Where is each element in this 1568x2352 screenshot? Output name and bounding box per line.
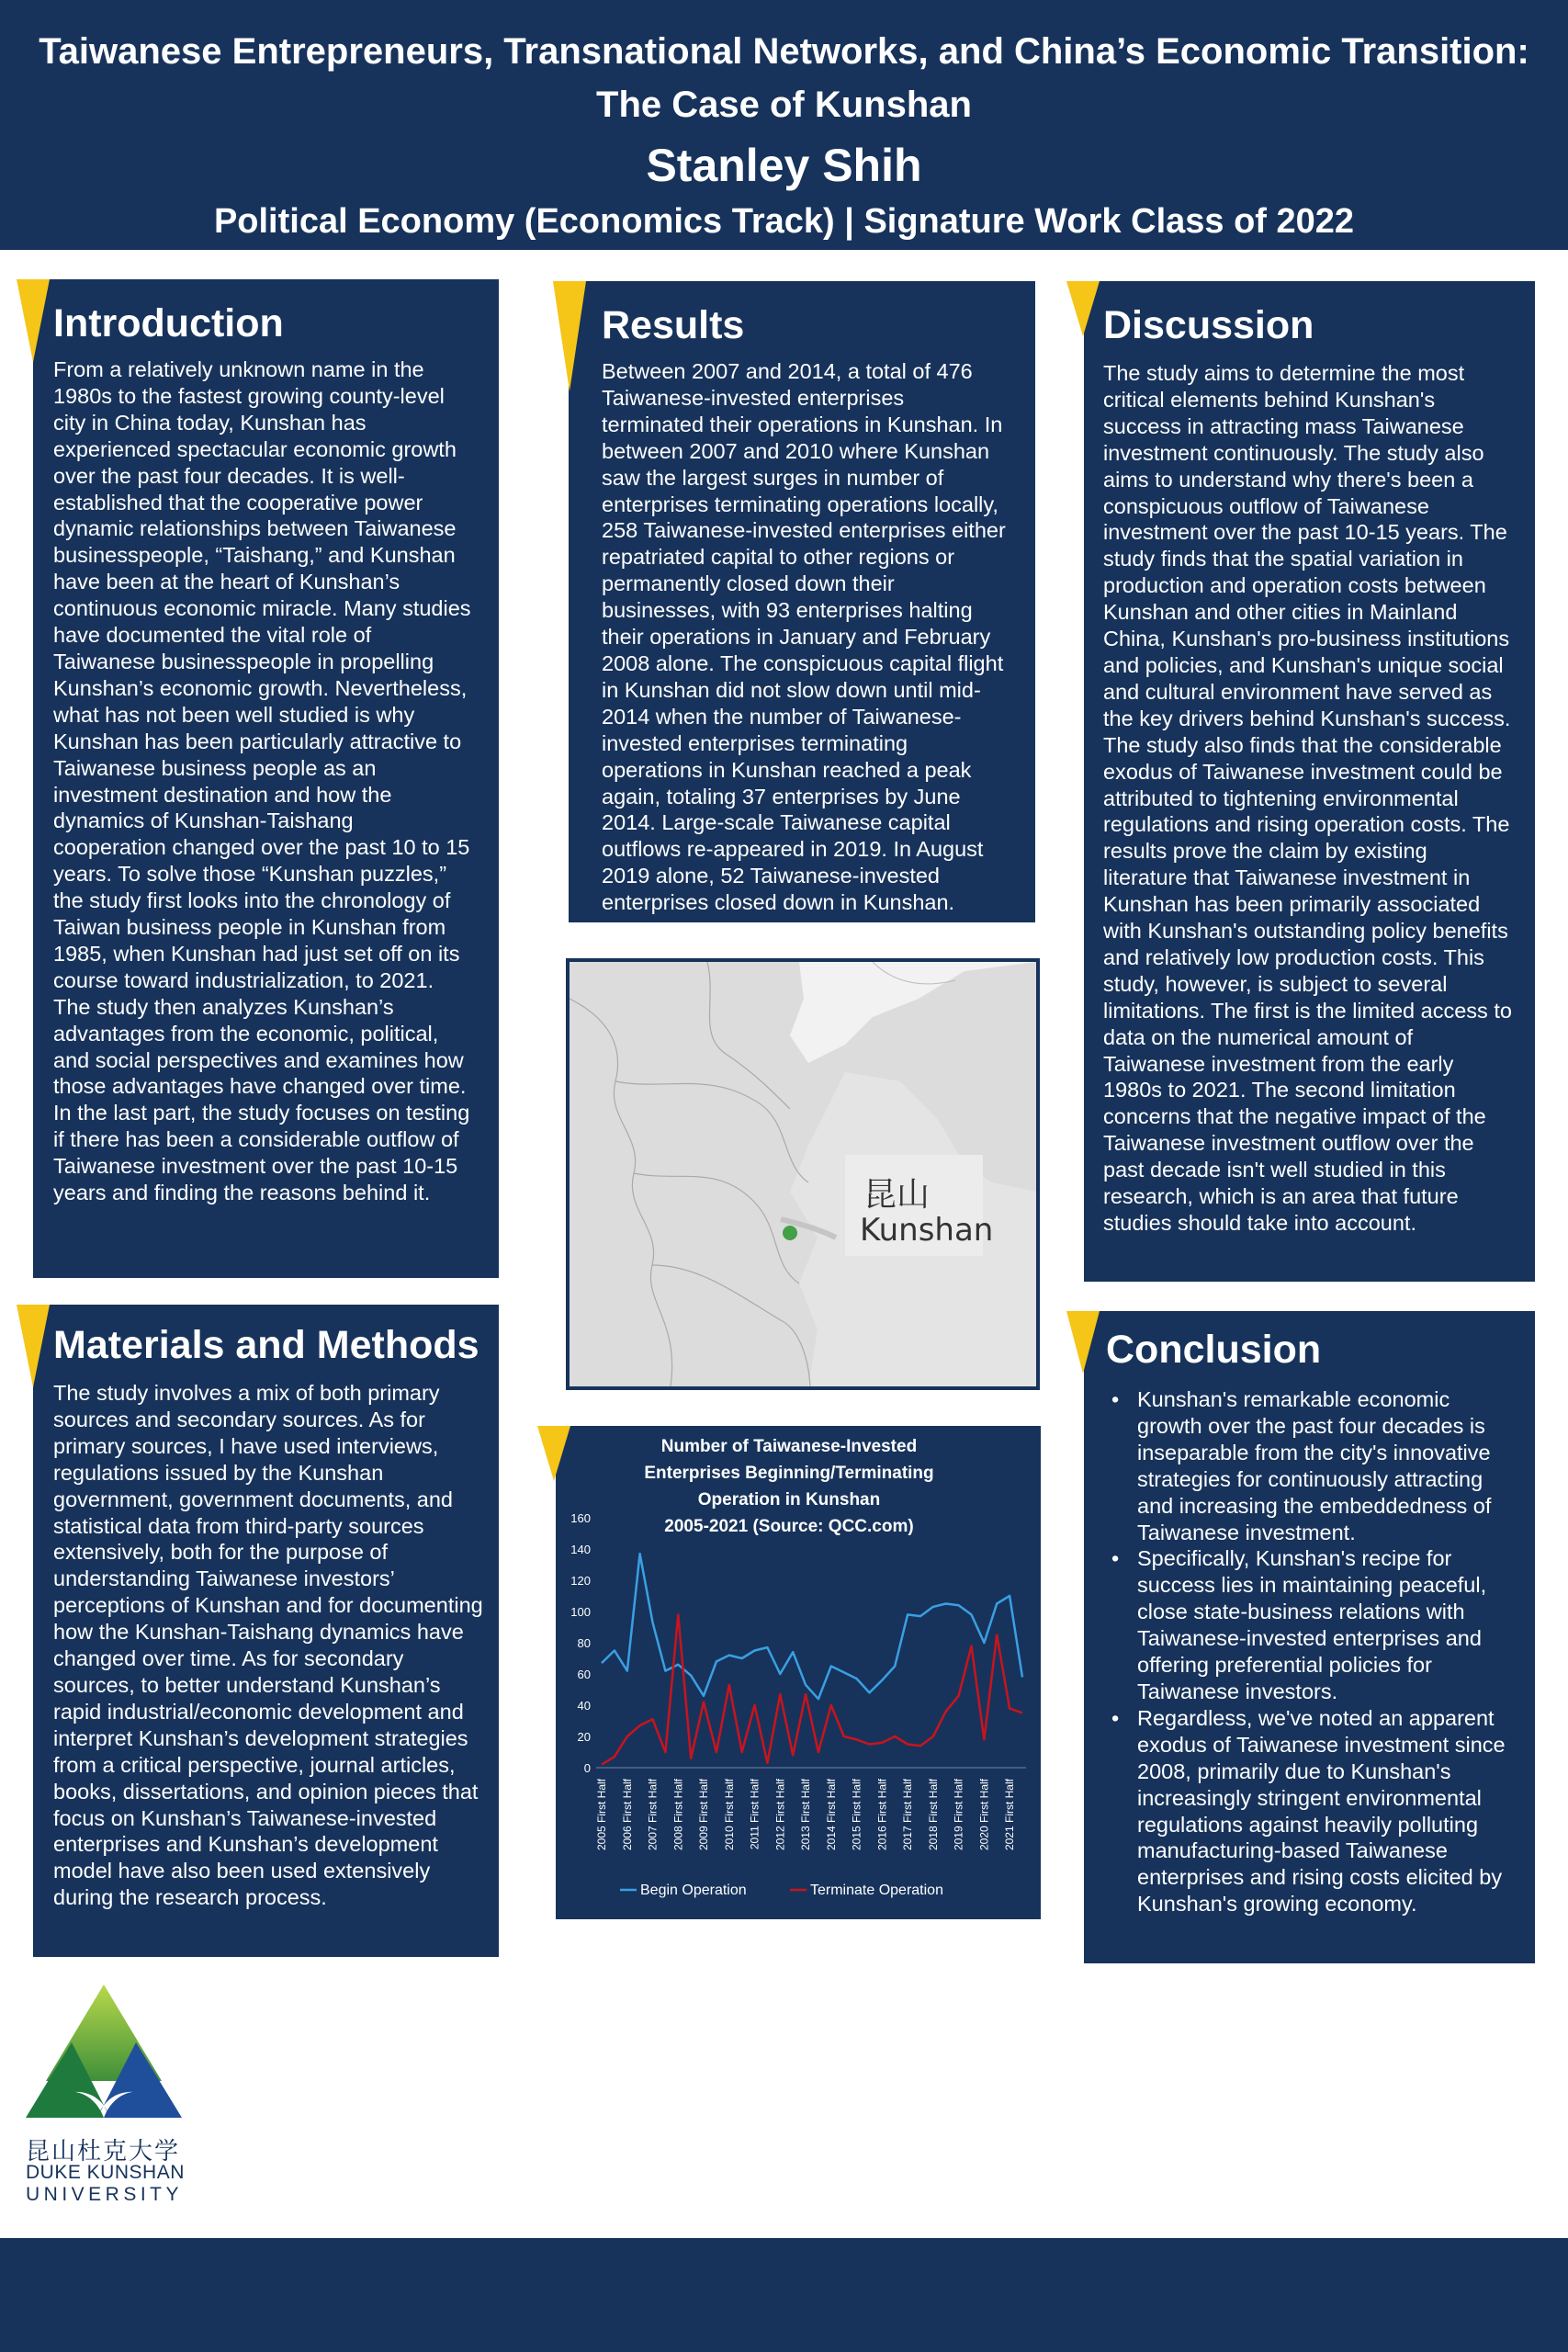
methods-line: enterprises and Kunshan’s development bbox=[53, 1832, 438, 1857]
results-line: saw the largest surges in number of bbox=[602, 465, 944, 490]
methods-text bbox=[53, 1380, 499, 1911]
results-line: Taiwanese-invested enterprises bbox=[602, 385, 905, 410]
methods-line: perceptions of Kunshan and for documenting bbox=[53, 1593, 483, 1618]
conclusion-bullet-line: Taiwanese investment. bbox=[1137, 1520, 1356, 1544]
results-line: invested enterprises terminating bbox=[602, 730, 908, 755]
results-line: 2014. Large-scale Taiwanese capital bbox=[602, 810, 951, 835]
introduction-line: city in China today, Kunshan has bbox=[53, 410, 367, 435]
conclusion-bullet-line: Regardless, we've noted an apparent bbox=[1137, 1705, 1495, 1730]
x-tick-label: 2010 First Half bbox=[722, 1779, 736, 1851]
methods-line: how the Kunshan-Taishang dynamics have bbox=[53, 1620, 464, 1645]
conclusion-bullet-line: strategies for continuously attracting bbox=[1137, 1466, 1483, 1491]
discussion-line: study, however, is subject to several bbox=[1103, 971, 1448, 996]
bullet-icon: • bbox=[1111, 1546, 1120, 1571]
x-tick-label: 2018 First Half bbox=[926, 1779, 940, 1851]
introduction-line: The study then analyzes Kunshan’s bbox=[53, 994, 394, 1019]
methods-line: regulations issued by the Kunshan bbox=[53, 1460, 384, 1485]
methods-heading: Materials and Methods bbox=[53, 1323, 479, 1367]
conclusion-bullet-line: regulations against heavily polluting bbox=[1137, 1812, 1479, 1837]
introduction-line: years and finding the reasons behind it. bbox=[53, 1181, 431, 1205]
conclusion-bullet-item bbox=[1106, 1545, 1535, 1704]
introduction-line: businesspeople, “Taishang,” and Kunshan bbox=[53, 543, 456, 568]
introduction-line: if there has been a considerable outflow of bbox=[53, 1127, 459, 1152]
conclusion-bullet-line: Kunshan's remarkable economic bbox=[1137, 1387, 1450, 1411]
discussion-line: studies should take into account. bbox=[1103, 1211, 1416, 1235]
x-tick-label: 2020 First Half bbox=[977, 1779, 991, 1851]
methods-line: model have also been used extensively bbox=[53, 1859, 431, 1883]
discussion-line: study finds that the spatial variation in bbox=[1103, 547, 1463, 571]
y-tick-label: 60 bbox=[577, 1668, 591, 1681]
results-line: terminated their operations in Kunshan. In bbox=[602, 412, 1003, 436]
introduction-accent bbox=[17, 279, 50, 362]
conclusion-bullet-line: Specifically, Kunshan's recipe for bbox=[1137, 1546, 1452, 1571]
conclusion-heading: Conclusion bbox=[1106, 1328, 1322, 1372]
methods-line: focus on Kunshan’s Taiwanese-invested bbox=[53, 1805, 437, 1830]
discussion-line: with Kunshan's outstanding policy benefits bbox=[1103, 919, 1508, 944]
discussion-line: past decade isn't well studied in this bbox=[1103, 1158, 1446, 1182]
introduction-line: those advantages have changed over time. bbox=[53, 1074, 467, 1099]
methods-line: sources, to better understand Kunshan’s bbox=[53, 1672, 441, 1697]
chart-panel bbox=[556, 1426, 1041, 1919]
discussion-line: investment continuously. The study also bbox=[1103, 440, 1484, 465]
results-heading: Results bbox=[602, 303, 745, 347]
poster-title-line1: Taiwanese Entrepreneurs, Transnational Networks, and China’s Economic Transition: bbox=[39, 31, 1529, 72]
introduction-line: over the past four decades. It is well- bbox=[53, 463, 405, 488]
results-line: enterprises closed down in Kunshan. bbox=[602, 890, 955, 915]
conclusion-accent bbox=[1066, 1311, 1100, 1374]
introduction-line: From a relatively unknown name in the bbox=[53, 357, 424, 381]
discussion-line: conspicuous outflow of Taiwanese bbox=[1103, 493, 1429, 518]
methods-line: interpret Kunshan’s development strategies bbox=[53, 1725, 468, 1750]
conclusion-bullet-line: increasingly stringent environmental bbox=[1137, 1785, 1482, 1810]
introduction-line: have documented the vital role of bbox=[53, 623, 372, 648]
x-tick-label: 2007 First Half bbox=[646, 1779, 660, 1851]
introduction-text bbox=[53, 356, 499, 1206]
discussion-line: Taiwanese investment outflow over the bbox=[1103, 1131, 1474, 1156]
results-panel bbox=[569, 281, 1035, 922]
introduction-line: the study first looks into the chronology of bbox=[53, 888, 451, 913]
x-tick-label: 2019 First Half bbox=[952, 1779, 965, 1851]
discussion-line: The study aims to determine the most bbox=[1103, 361, 1465, 385]
methods-line: government, government documents, and bbox=[53, 1487, 454, 1511]
poster-title-line2: The Case of Kunshan bbox=[596, 85, 972, 125]
discussion-accent bbox=[1066, 281, 1100, 336]
x-tick-label: 2008 First Half bbox=[671, 1779, 685, 1851]
discussion-line: and relatively low production costs. This bbox=[1103, 944, 1484, 969]
introduction-line: cooperation changed over the past 10 to 15 bbox=[53, 835, 470, 860]
introduction-line: experienced spectacular economic growth bbox=[53, 436, 457, 461]
discussion-line: success in attracting mass Taiwanese bbox=[1103, 413, 1464, 438]
methods-line: during the research process. bbox=[53, 1885, 327, 1910]
conclusion-bullet-line: and increasing the embeddedness of bbox=[1137, 1493, 1492, 1518]
dku-name-en-line2: UNIVERSITY bbox=[26, 2184, 184, 2205]
results-line: operations in Kunshan reached a peak bbox=[602, 757, 972, 782]
poster-header bbox=[0, 0, 1568, 250]
discussion-line: results prove the claim by existing bbox=[1103, 839, 1427, 864]
methods-line: rapid industrial/economic development and bbox=[53, 1699, 464, 1724]
discussion-line: critical elements behind Kunshan's bbox=[1103, 387, 1436, 412]
conclusion-bullet-line: success lies in maintaining peaceful, bbox=[1137, 1573, 1487, 1598]
map-label-cn: 昆山 bbox=[863, 1176, 931, 1214]
chart-title-line: 2005-2021 (Source: QCC.com) bbox=[664, 1517, 914, 1536]
discussion-line: Taiwanese investment from the early bbox=[1103, 1051, 1454, 1076]
chart-title-line: Operation in Kunshan bbox=[697, 1490, 881, 1510]
discussion-text bbox=[1103, 360, 1535, 1237]
conclusion-bullet-line: Kunshan's growing economy. bbox=[1137, 1892, 1417, 1917]
introduction-line: dynamics of Kunshan-Taishang bbox=[53, 808, 354, 833]
discussion-line: production and operation costs between bbox=[1103, 573, 1486, 598]
y-tick-label: 20 bbox=[577, 1730, 591, 1744]
introduction-panel bbox=[33, 279, 499, 1278]
dku-logo-mark bbox=[26, 1980, 182, 2127]
conclusion-bullet-line: exodus of Taiwanese investment since bbox=[1137, 1732, 1506, 1757]
y-tick-label: 0 bbox=[583, 1761, 591, 1775]
methods-line: extensively, both for the purpose of bbox=[53, 1540, 389, 1565]
conclusion-bullet-line: Taiwanese investors. bbox=[1137, 1679, 1338, 1703]
conclusion-bullet-line: enterprises and rising costs elicited by bbox=[1137, 1865, 1503, 1890]
kunshan-map bbox=[566, 958, 1040, 1390]
kunshan-marker bbox=[783, 1226, 797, 1240]
discussion-line: concerns that the negative impact of the bbox=[1103, 1104, 1486, 1129]
introduction-line: Taiwan business people in Kunshan from bbox=[53, 915, 446, 940]
chart-title-line: Number of Taiwanese-Invested bbox=[660, 1437, 918, 1456]
discussion-line: Kunshan and other cities in Mainland bbox=[1103, 600, 1458, 625]
methods-panel bbox=[33, 1305, 499, 1957]
conclusion-bullet-line: close state-business relations with bbox=[1137, 1600, 1465, 1624]
y-tick-label: 40 bbox=[577, 1699, 591, 1713]
conclusion-list bbox=[1106, 1386, 1535, 1917]
introduction-line: dynamic relationships between Taiwanese bbox=[53, 516, 457, 541]
discussion-line: Kunshan has been primarily associated bbox=[1103, 892, 1481, 917]
introduction-line: Kunshan has been particularly attractive to bbox=[53, 729, 462, 753]
bullet-icon: • bbox=[1111, 1387, 1120, 1411]
discussion-line: and policies, and Kunshan's unique social bbox=[1103, 652, 1504, 677]
results-line: between 2007 and 2010 where Kunshan bbox=[602, 438, 990, 463]
results-line: 2014 when the number of Taiwanese- bbox=[602, 704, 962, 729]
x-tick-label: 2009 First Half bbox=[697, 1779, 711, 1851]
discussion-line: investment over the past 10-15 years. The bbox=[1103, 520, 1507, 545]
results-line: Between 2007 and 2014, a total of 476 bbox=[602, 359, 973, 383]
program-line: Political Economy (Economics Track) | Signature Work Class of 2022 bbox=[213, 202, 1355, 241]
introduction-line: have been at the heart of Kunshan’s bbox=[53, 570, 400, 594]
conclusion-bullet-line: 2008, primarily due to Kunshan's bbox=[1137, 1758, 1451, 1783]
introduction-line: and social perspectives and examines how bbox=[53, 1047, 464, 1072]
results-line: 2008 alone. The conspicuous capital flight bbox=[602, 650, 1004, 675]
discussion-line: 1980s to 2021. The second limitation bbox=[1103, 1078, 1456, 1102]
introduction-line: Taiwanese business people as an bbox=[53, 755, 377, 780]
introduction-line: established that the cooperative power bbox=[53, 490, 423, 514]
conclusion-bullet-line: Taiwanese-invested enterprises and bbox=[1137, 1626, 1482, 1651]
conclusion-panel bbox=[1084, 1311, 1535, 1963]
x-tick-label: 2016 First Half bbox=[875, 1779, 889, 1851]
introduction-line: what has not been well studied is why bbox=[53, 702, 415, 727]
conclusion-bullet-item bbox=[1106, 1386, 1535, 1545]
introduction-line: In the last part, the study focuses on testing bbox=[53, 1101, 470, 1125]
introduction-line: 1985, when Kunshan had just set off on its bbox=[53, 941, 460, 966]
dku-logo bbox=[26, 1980, 209, 2205]
footer-band bbox=[0, 2238, 1568, 2352]
results-line: permanently closed down their bbox=[602, 571, 895, 596]
methods-line: The study involves a mix of both primary bbox=[53, 1381, 440, 1405]
dku-name-en-line1: DUKE KUNSHAN bbox=[26, 2162, 185, 2183]
discussion-line: China, Kunshan's pro-business institutions bbox=[1103, 627, 1510, 651]
x-tick-label: 2005 First Half bbox=[595, 1779, 608, 1851]
methods-line: books, dissertations, and opinion pieces that bbox=[53, 1779, 479, 1804]
y-tick-label: 140 bbox=[570, 1543, 591, 1556]
y-tick-label: 120 bbox=[570, 1574, 591, 1588]
discussion-line: research, which is an area that future bbox=[1103, 1184, 1459, 1209]
discussion-line: exodus of Taiwanese investment could be bbox=[1103, 759, 1503, 784]
results-line: 2019 alone, 52 Taiwanese-invested bbox=[602, 864, 941, 888]
introduction-line: 1980s to the fastest growing county-level bbox=[53, 383, 445, 408]
introduction-heading: Introduction bbox=[53, 301, 284, 345]
x-tick-label: 2021 First Half bbox=[1003, 1779, 1017, 1851]
series-line-begin-operation bbox=[602, 1554, 1022, 1699]
methods-line: primary sources, I have used interviews, bbox=[53, 1433, 439, 1458]
conclusion-bullet-line: manufacturing-based Taiwanese bbox=[1137, 1838, 1448, 1863]
legend-label: Terminate Operation bbox=[810, 1883, 943, 1898]
results-line: their operations in January and February bbox=[602, 625, 991, 650]
discussion-line: regulations and rising operation costs. The bbox=[1103, 812, 1510, 837]
conclusion-bullet-line: offering preferential policies for bbox=[1137, 1653, 1432, 1678]
methods-accent bbox=[17, 1305, 50, 1387]
results-line: outflows re-appeared in 2019. In August bbox=[602, 837, 984, 862]
results-line: 258 Taiwanese-invested enterprises either bbox=[602, 518, 1006, 543]
introduction-line: investment destination and how the bbox=[53, 782, 392, 807]
discussion-line: and cultural environment have served as bbox=[1103, 679, 1493, 704]
methods-line: from a critical perspective, journal articles, bbox=[53, 1752, 456, 1777]
y-tick-label: 100 bbox=[570, 1605, 591, 1619]
dku-name-cn: 昆山杜克大学 bbox=[26, 2138, 181, 2165]
methods-line: sources and secondary sources. As for bbox=[53, 1407, 425, 1431]
results-line: in Kunshan did not slow down until mid- bbox=[602, 677, 981, 702]
introduction-line: continuous economic miracle. Many studies bbox=[53, 596, 471, 621]
methods-line: understanding Taiwanese investors’ bbox=[53, 1566, 395, 1591]
conclusion-bullet-item bbox=[1106, 1705, 1535, 1917]
discussion-line: attributed to tightening environmental bbox=[1103, 786, 1459, 810]
conclusion-bullet-line: growth over the past four decades is bbox=[1137, 1413, 1485, 1438]
author-name: Stanley Shih bbox=[646, 140, 922, 191]
discussion-line: the key drivers behind Kunshan's success. bbox=[1103, 706, 1511, 730]
x-tick-label: 2014 First Half bbox=[824, 1779, 838, 1851]
y-tick-label: 160 bbox=[570, 1511, 591, 1525]
map-label-en: Kunshan bbox=[860, 1212, 994, 1249]
x-tick-label: 2006 First Half bbox=[620, 1779, 634, 1851]
results-line: businesses, with 93 enterprises halting bbox=[602, 598, 973, 623]
methods-line: statistical data from third-party sources bbox=[53, 1513, 424, 1538]
discussion-line: literature that Taiwanese investment in bbox=[1103, 865, 1471, 890]
conclusion-bullet-line: inseparable from the city's innovative bbox=[1137, 1440, 1491, 1464]
results-text bbox=[602, 358, 1035, 916]
x-tick-label: 2015 First Half bbox=[850, 1779, 863, 1851]
x-tick-label: 2012 First Half bbox=[773, 1779, 787, 1851]
chart-accent bbox=[537, 1426, 570, 1481]
bullet-icon: • bbox=[1111, 1705, 1120, 1730]
methods-line: changed over time. As for secondary bbox=[53, 1646, 404, 1671]
discussion-heading: Discussion bbox=[1103, 303, 1314, 347]
introduction-line: Kunshan’s economic growth. Nevertheless, bbox=[53, 675, 468, 700]
x-tick-label: 2017 First Half bbox=[901, 1779, 915, 1851]
results-line: repatriated capital to other regions or bbox=[602, 545, 955, 570]
results-line: enterprises terminating operations locally, bbox=[602, 492, 998, 516]
discussion-panel bbox=[1084, 281, 1535, 1282]
y-tick-label: 80 bbox=[577, 1636, 591, 1650]
introduction-line: advantages from the economic, political, bbox=[53, 1021, 439, 1046]
map-graphic bbox=[570, 962, 1036, 1386]
discussion-line: data on the numerical amount of bbox=[1103, 1024, 1414, 1049]
series-line-terminate-operation bbox=[602, 1614, 1022, 1764]
introduction-line: years. To solve those “Kunshan puzzles,” bbox=[53, 862, 447, 887]
legend-label: Begin Operation bbox=[640, 1883, 747, 1898]
discussion-line: limitations. The first is the limited access to bbox=[1103, 998, 1512, 1023]
x-tick-label: 2011 First Half bbox=[748, 1779, 761, 1850]
introduction-line: course toward industrialization, to 2021. bbox=[53, 967, 434, 992]
discussion-line: aims to understand why there's been a bbox=[1103, 467, 1473, 492]
introduction-line: Taiwanese businesspeople in propelling bbox=[53, 649, 434, 673]
chart-title-line: Enterprises Beginning/Terminating bbox=[644, 1464, 934, 1483]
introduction-line: Taiwanese investment over the past 10-15 bbox=[53, 1154, 458, 1179]
discussion-line: The study also finds that the considerable bbox=[1103, 732, 1502, 757]
results-accent bbox=[553, 281, 586, 391]
enterprises-line-chart bbox=[556, 1426, 1041, 1919]
x-tick-label: 2013 First Half bbox=[799, 1779, 813, 1851]
results-line: again, totaling 37 enterprises by June bbox=[602, 784, 961, 808]
